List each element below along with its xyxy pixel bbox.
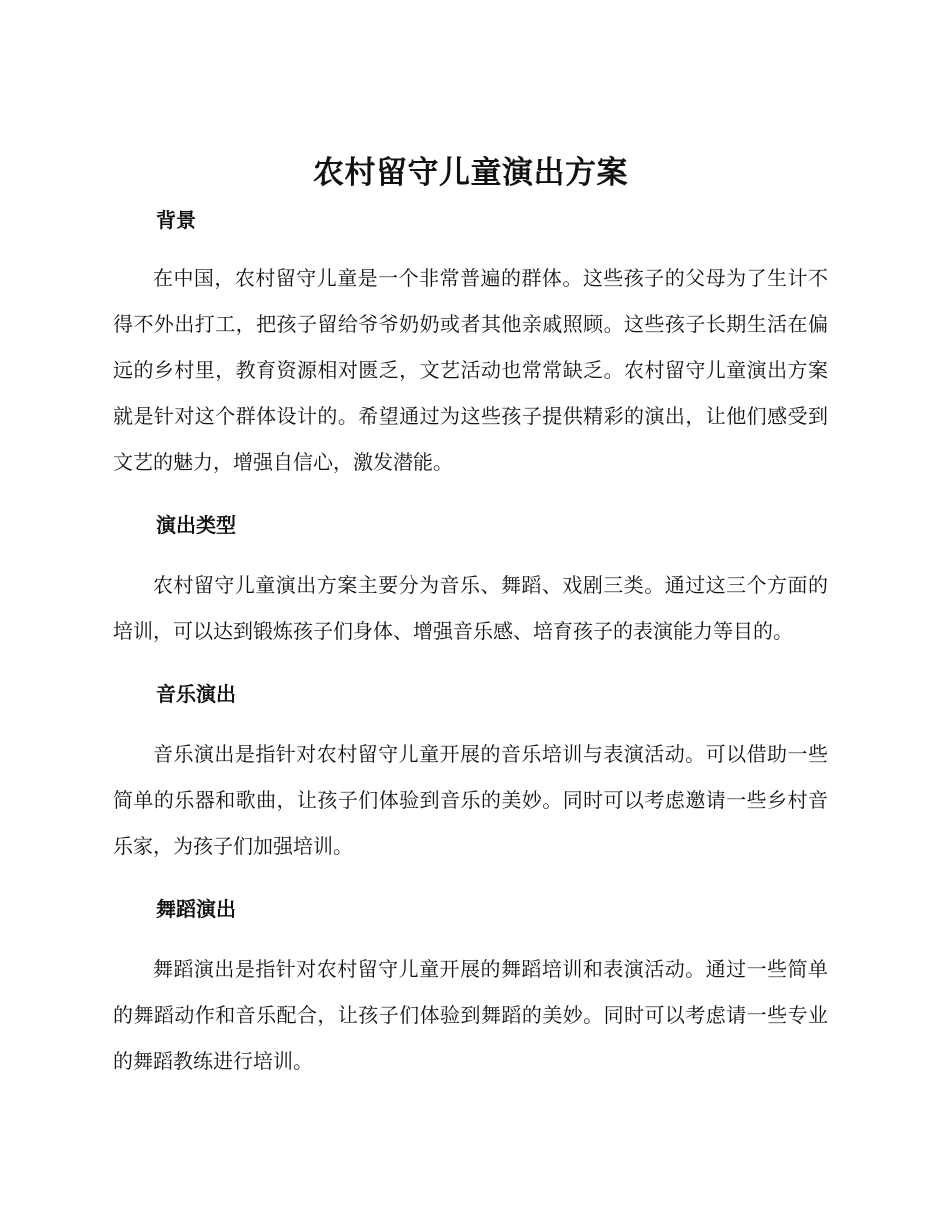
section-background [113, 205, 828, 485]
document-title: 农村留守儿童演出方案 [313, 155, 628, 191]
section-heading: 演出类型 [156, 513, 236, 537]
section-paragraph: 农村留守儿童演出方案主要分为音乐、舞蹈、戏剧三类。通过这三个方面的培训，可以达到锻炼孩子们身体、增强音乐感、培育孩子的表演能力等目的。 [113, 573, 828, 643]
section-heading: 音乐演出 [156, 682, 236, 706]
section-paragraph: 在中国，农村留守儿童是一个非常普遍的群体。这些孩子的父母为了生计不得不外出打工，把孩子留给爷爷奶奶或者其他亲戚照顾。这些孩子长期生活在偏远的乡村里，教育资源相对匮乏，文艺活动也常常缺乏。农村留守儿童演出方案就是针对这个群体设计的。希望通过为这些孩子提供精彩的演出，让他们感受到文艺的魅力，增强自信心，激发潜能。 [113, 266, 828, 474]
section-paragraph: 音乐演出是指针对农村留守儿童开展的音乐培训与表演活动。可以借助一些简单的乐器和歌曲，让孩子们体验到音乐的美妙。同时可以考虑邀请一些乡村音乐家，为孩子们加强培训。 [113, 742, 828, 858]
section-heading: 背景 [156, 208, 196, 232]
section-paragraph: 舞蹈演出是指针对农村留守儿童开展的舞蹈培训和表演活动。通过一些简单的舞蹈动作和音乐配合，让孩子们体验到舞蹈的美妙。同时可以考虑请一些专业的舞蹈教练进行培训。 [113, 957, 828, 1073]
section-heading: 舞蹈演出 [156, 897, 236, 921]
section-dance-performance [113, 894, 828, 1084]
section-music-performance [113, 679, 828, 869]
section-performance-types [113, 510, 828, 654]
